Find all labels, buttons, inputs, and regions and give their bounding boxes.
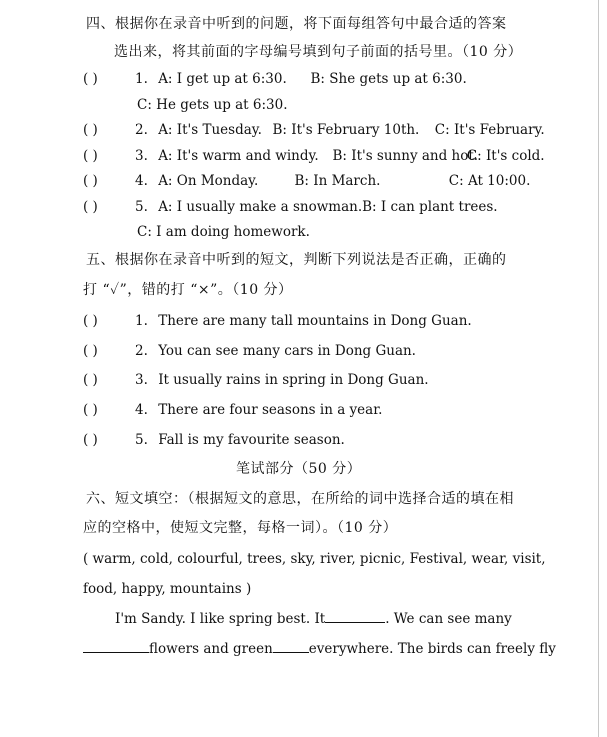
statement-5-2	[83, 342, 416, 360]
option-a: A: It's Tuesday.	[158, 122, 262, 138]
option-b: B: She gets up at 6:30.	[310, 71, 467, 87]
statement-5-4	[83, 401, 382, 419]
option-a: A: I get up at 6:30.	[158, 71, 287, 87]
statement-text: There are four seasons in a year.	[158, 402, 383, 418]
question-number: 2.	[135, 122, 148, 138]
option-a: A: It's warm and windy.	[158, 148, 319, 164]
answer-blank-1[interactable]	[325, 610, 385, 623]
word-bank-line1: ( warm, cold, colourful, trees, sky, river, picnic, Festival, wear, visit,	[83, 551, 546, 567]
statement-number: 4.	[135, 402, 148, 418]
question-4-1	[83, 70, 467, 88]
question-4-5-option-c: C: I am doing homework.	[137, 224, 310, 240]
section5-heading-line2: 打 “✓”，错的打 “×”。（10 分）	[83, 282, 293, 298]
statement-5-5	[83, 431, 345, 449]
question-number: 3.	[135, 148, 148, 164]
option-b: B: It's sunny and hot.	[332, 148, 479, 164]
question-4-5	[83, 198, 498, 216]
answer-bracket[interactable]: ( )	[83, 148, 98, 164]
question-4-4	[83, 172, 530, 190]
passage-text: flowers and green	[149, 641, 273, 657]
option-b: B: It's February 10th.	[272, 122, 420, 138]
question-4-2	[83, 121, 545, 139]
statement-text: There are many tall mountains in Dong Guan.	[158, 313, 472, 329]
statement-text: Fall is my favourite season.	[158, 432, 345, 448]
section6-heading-line2: 应的空格中，使短文完整，每格一词）。（10 分）	[83, 520, 398, 536]
statement-number: 5.	[135, 432, 148, 448]
passage-text: everywhere. The birds can freely fly	[308, 641, 556, 657]
question-number: 5.	[135, 199, 148, 215]
answer-bracket[interactable]: ( )	[83, 402, 98, 418]
page-edge	[598, 0, 599, 737]
question-number: 1.	[135, 71, 148, 87]
section4-heading-line1: 四、根据你在录音中听到的问题，将下面每组答句中最合适的答案	[86, 16, 507, 32]
answer-bracket[interactable]: ( )	[83, 199, 98, 215]
answer-bracket[interactable]: ( )	[83, 122, 98, 138]
question-number: 4.	[135, 173, 148, 189]
word-bank-line2: food, happy, mountains )	[83, 581, 252, 597]
answer-bracket[interactable]: ( )	[83, 432, 98, 448]
section5-heading-line1: 五、根据你在录音中听到的短文，判断下列说法是否正确，正确的	[86, 252, 507, 268]
statement-5-3	[83, 371, 429, 389]
written-part-title: 笔试部分（50 分）	[236, 461, 362, 477]
answer-bracket[interactable]: ( )	[83, 343, 98, 359]
answer-blank-2[interactable]	[83, 640, 149, 653]
option-a: A: I usually make a snowman.	[158, 199, 363, 215]
passage-text: . We can see many	[385, 611, 512, 627]
answer-blank-3[interactable]	[273, 640, 309, 653]
statement-5-1	[83, 312, 472, 330]
section4-heading-line2: 选出来，将其前面的字母编号填到句子前面的括号里。（10 分）	[114, 44, 523, 60]
answer-bracket[interactable]: ( )	[83, 173, 98, 189]
option-b: B: In March.	[294, 173, 381, 189]
option-c: C: It's cold.	[466, 148, 545, 164]
question-4-1-option-c: C: He gets up at 6:30.	[137, 97, 288, 113]
passage-line1	[115, 610, 512, 628]
statement-number: 1.	[135, 313, 148, 329]
question-4-3	[83, 147, 545, 165]
answer-bracket[interactable]: ( )	[83, 372, 98, 388]
option-b: B: I can plant trees.	[362, 199, 498, 215]
option-c: C: At 10:00.	[448, 173, 531, 189]
passage-line2	[83, 640, 556, 658]
answer-bracket[interactable]: ( )	[83, 71, 98, 87]
option-a: A: On Monday.	[158, 173, 259, 189]
option-c: C: It's February.	[434, 122, 545, 138]
statement-text: It usually rains in spring in Dong Guan.	[158, 372, 429, 388]
statement-number: 3.	[135, 372, 148, 388]
statement-number: 2.	[135, 343, 148, 359]
answer-bracket[interactable]: ( )	[83, 313, 98, 329]
section6-heading-line1: 六、短文填空：（根据短文的意思，在所给的词中选择合适的填在相	[86, 491, 514, 507]
statement-text: You can see many cars in Dong Guan.	[158, 343, 416, 359]
passage-text: I'm Sandy. I like spring best. It	[115, 611, 326, 627]
